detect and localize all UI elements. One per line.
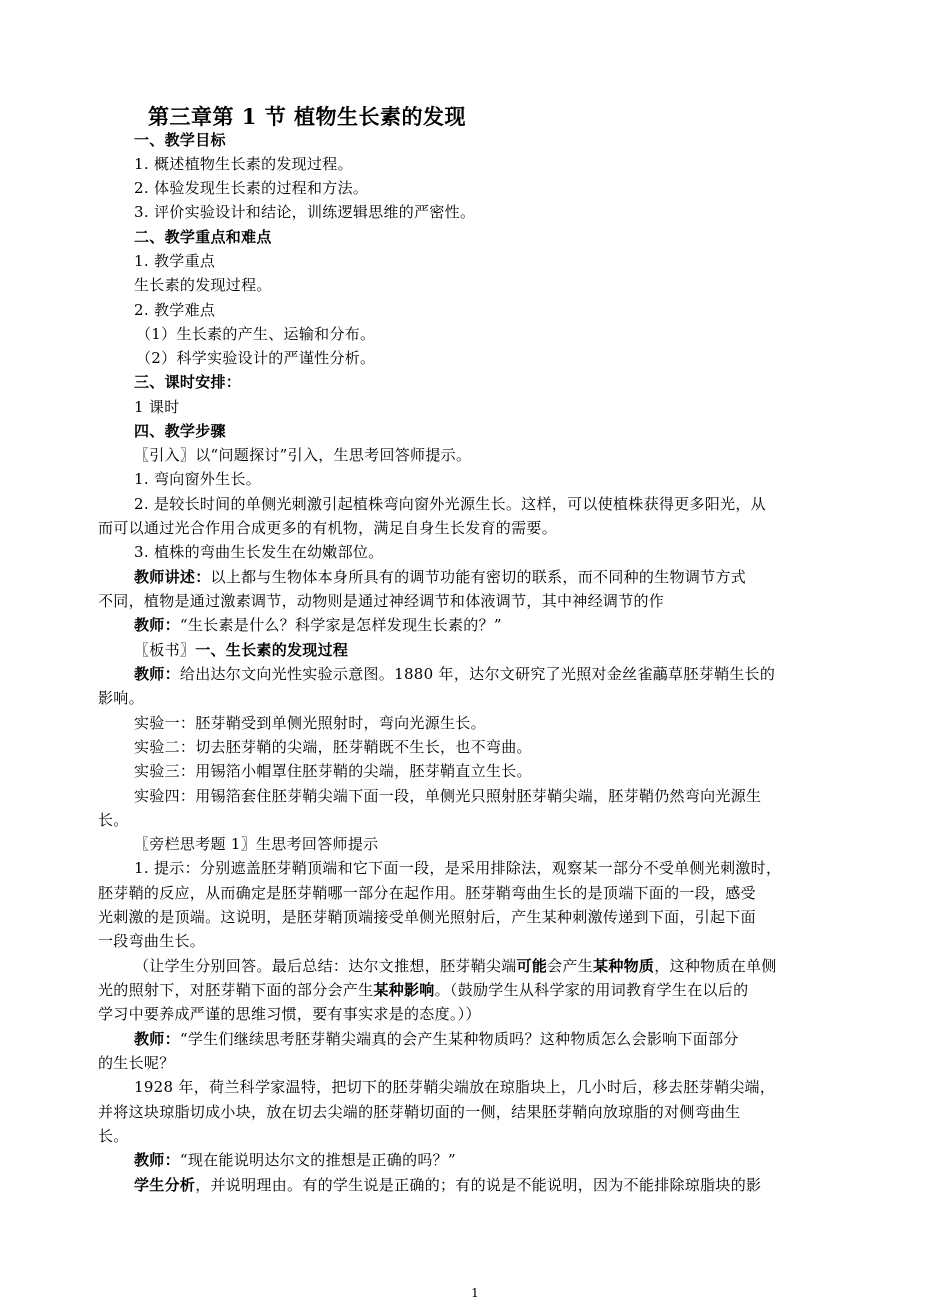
text-line [134,273,894,297]
text-run: （1）生长素的产生、运输和分布。 [136,325,376,343]
text-run: 并将这块琼脂切成小块，放在切去尖端的胚芽鞘切面的一侧，结果胚芽鞘向放琼脂的对侧弯曲生 [98,1103,741,1121]
bold-text: 学生分析 [134,1176,196,1194]
text-line [134,856,894,880]
bold-text: 教师讲述： [134,568,211,586]
text-run: 生长素的发现过程。 [134,276,272,294]
text-run: “学生们继续思考胚芽鞘尖端真的会产生某种物质吗？这种物质怎么会影响下面部分 [179,1030,739,1048]
text-run: 〖旁栏思考题 1〗生思考回答师提示 [134,835,379,853]
text-line [98,929,858,953]
bold-text: 教师： [134,1030,180,1048]
text-line [134,152,894,176]
text-line [134,249,894,273]
text-line [134,638,894,662]
text-run: 1. 提示：分别遮盖胚芽鞘顶端和它下面一段，是采用排除法，观察某一部分不受单侧光刺激时， [134,859,782,877]
text-run: 给出达尔文向光性实验示意图。1880 年，达尔文研究了光照对金丝雀虉草胚芽鞘生长的 [179,665,776,683]
text-line [134,662,894,686]
text-run: 一段弯曲生长。 [98,932,206,950]
bold-text: 可能 [516,957,548,975]
text-run: （2）科学实验设计的严谨性分析。 [136,349,376,367]
text-run: 实验二：切去胚芽鞘的尖端，胚芽鞘既不生长，也不弯曲。 [134,738,532,756]
text-run: 〖板书〗 [134,641,196,659]
bold-text: 一、教学目标 [134,131,226,149]
text-line [134,613,894,637]
text-run: 而可以通过光合作用合成更多的有机物，满足自身生长发育的需要。 [98,519,558,537]
text-line [98,1002,858,1026]
text-run: 2. 体验发现生长素的过程和方法。 [134,179,369,197]
text-run: ，这种物质在单侧 [654,957,777,975]
text-line [134,176,894,200]
text-run: （让学生分别回答。最后总结：达尔文推想，胚芽鞘尖端 [134,957,517,975]
text-run: 1. 教学重点 [134,252,216,270]
bold-text: 一、生长素的发现过程 [195,641,349,659]
text-line [134,711,894,735]
text-line [134,954,894,978]
text-run: 1 课时 [134,398,180,416]
text-line [134,1148,894,1172]
text-run: 以上都与生物体本身所具有的调节功能有密切的联系，而不同种的生物调节方式 [210,568,747,586]
text-line [134,784,894,808]
text-run: 3. 植株的弯曲生长发生在幼嫩部位。 [134,543,384,561]
text-run: 不同，植物是通过激素调节，动物则是通过神经调节和体液调节，其中神经调节的作 [98,592,665,610]
text-run: 1. 概述植物生长素的发现过程。 [134,155,353,173]
text-run: 〖引入〗以“问题探讨”引入，生思考回答师提示。 [134,446,472,464]
bold-text: 教师： [134,665,180,683]
text-run: 1. 弯向窗外生长。 [134,470,262,488]
text-line [134,443,894,467]
text-line [98,978,858,1002]
bold-text: 某种影响 [373,981,435,999]
text-run: 。（鼓励学生从科学家的用词教育学生在以后的 [434,981,749,999]
text-run: 影响。 [98,689,144,707]
text-line [134,492,894,516]
text-line [98,589,858,613]
text-run: “生长素是什么？科学家是怎样发现生长素的？” [179,616,502,634]
text-line [134,1075,894,1099]
text-line [134,128,894,152]
text-line [134,735,894,759]
text-line [134,1173,894,1197]
bold-text: 三、课时安排： [134,373,242,391]
text-line [134,1027,894,1051]
text-line [134,540,894,564]
text-run: 长。 [98,1127,129,1145]
text-line [134,298,894,322]
text-line [98,516,858,540]
text-line [98,881,858,905]
text-line [134,759,894,783]
text-run: “现在能说明达尔文的推想是正确的吗？” [179,1151,456,1169]
bold-text: 教师： [134,616,180,634]
text-run: 3. 评价实验设计和结论，训练逻辑思维的严密性。 [134,203,476,221]
text-line [134,225,894,249]
text-run: 长。 [98,811,129,829]
page-title: 第三章第 1 节 植物生长素的发现 [148,104,467,129]
text-line [98,1051,858,1075]
text-line [134,565,894,589]
text-line [136,346,896,370]
text-run: 胚芽鞘的反应，从而确定是胚芽鞘哪一部分在起作用。胚芽鞘弯曲生长的是顶端下面的一段，感受 [98,884,756,902]
text-run: 1928 年，荷兰科学家温特，把切下的胚芽鞘尖端放在琼脂块上，几小时后，移去胚芽鞘尖端， [134,1078,776,1096]
text-run: 2. 是较长时间的单侧光刺激引起植株弯向窗外光源生长。这样，可以使植株获得更多阳光，从 [134,495,766,513]
text-run: 实验三：用锡箔小帽罩住胚芽鞘的尖端，胚芽鞘直立生长。 [134,762,532,780]
text-run: 实验四：用锡箔套住胚芽鞘尖端下面一段，单侧光只照射胚芽鞘尖端，胚芽鞘仍然弯向光源生 [134,787,762,805]
text-line [134,467,894,491]
text-line [136,322,896,346]
text-line [134,832,894,856]
text-line [134,370,894,394]
text-run: 实验一：胚芽鞘受到单侧光照射时，弯向光源生长。 [134,714,486,732]
text-run: 光刺激的是顶端。这说明，是胚芽鞘顶端接受单侧光照射后，产生某种刺激传递到下面，引起下面 [98,908,756,926]
text-line [98,686,858,710]
text-run: 光的照射下，对胚芽鞘下面的部分会产生 [98,981,374,999]
text-line [98,905,858,929]
text-line [134,395,894,419]
text-run: 2. 教学难点 [134,301,216,319]
text-line [98,1100,858,1124]
text-run: 会产生 [547,957,594,975]
text-line [134,200,894,224]
text-run: ，并说明理由。有的学生说是正确的；有的说是不能说明，因为不能排除琼脂块的影 [195,1176,762,1194]
page-number: 1 [471,1286,479,1300]
bold-text: 四、教学步骤 [134,422,226,440]
text-line [98,808,858,832]
text-line [134,419,894,443]
bold-text: 某种物质 [593,957,655,975]
text-line [98,1124,858,1148]
text-run: 学习中要养成严谨的思维习惯，要有事实求是的态度。）） [98,1005,481,1023]
bold-text: 教师： [134,1151,180,1169]
text-run: 的生长呢？ [98,1054,175,1072]
bold-text: 二、教学重点和难点 [134,228,272,246]
